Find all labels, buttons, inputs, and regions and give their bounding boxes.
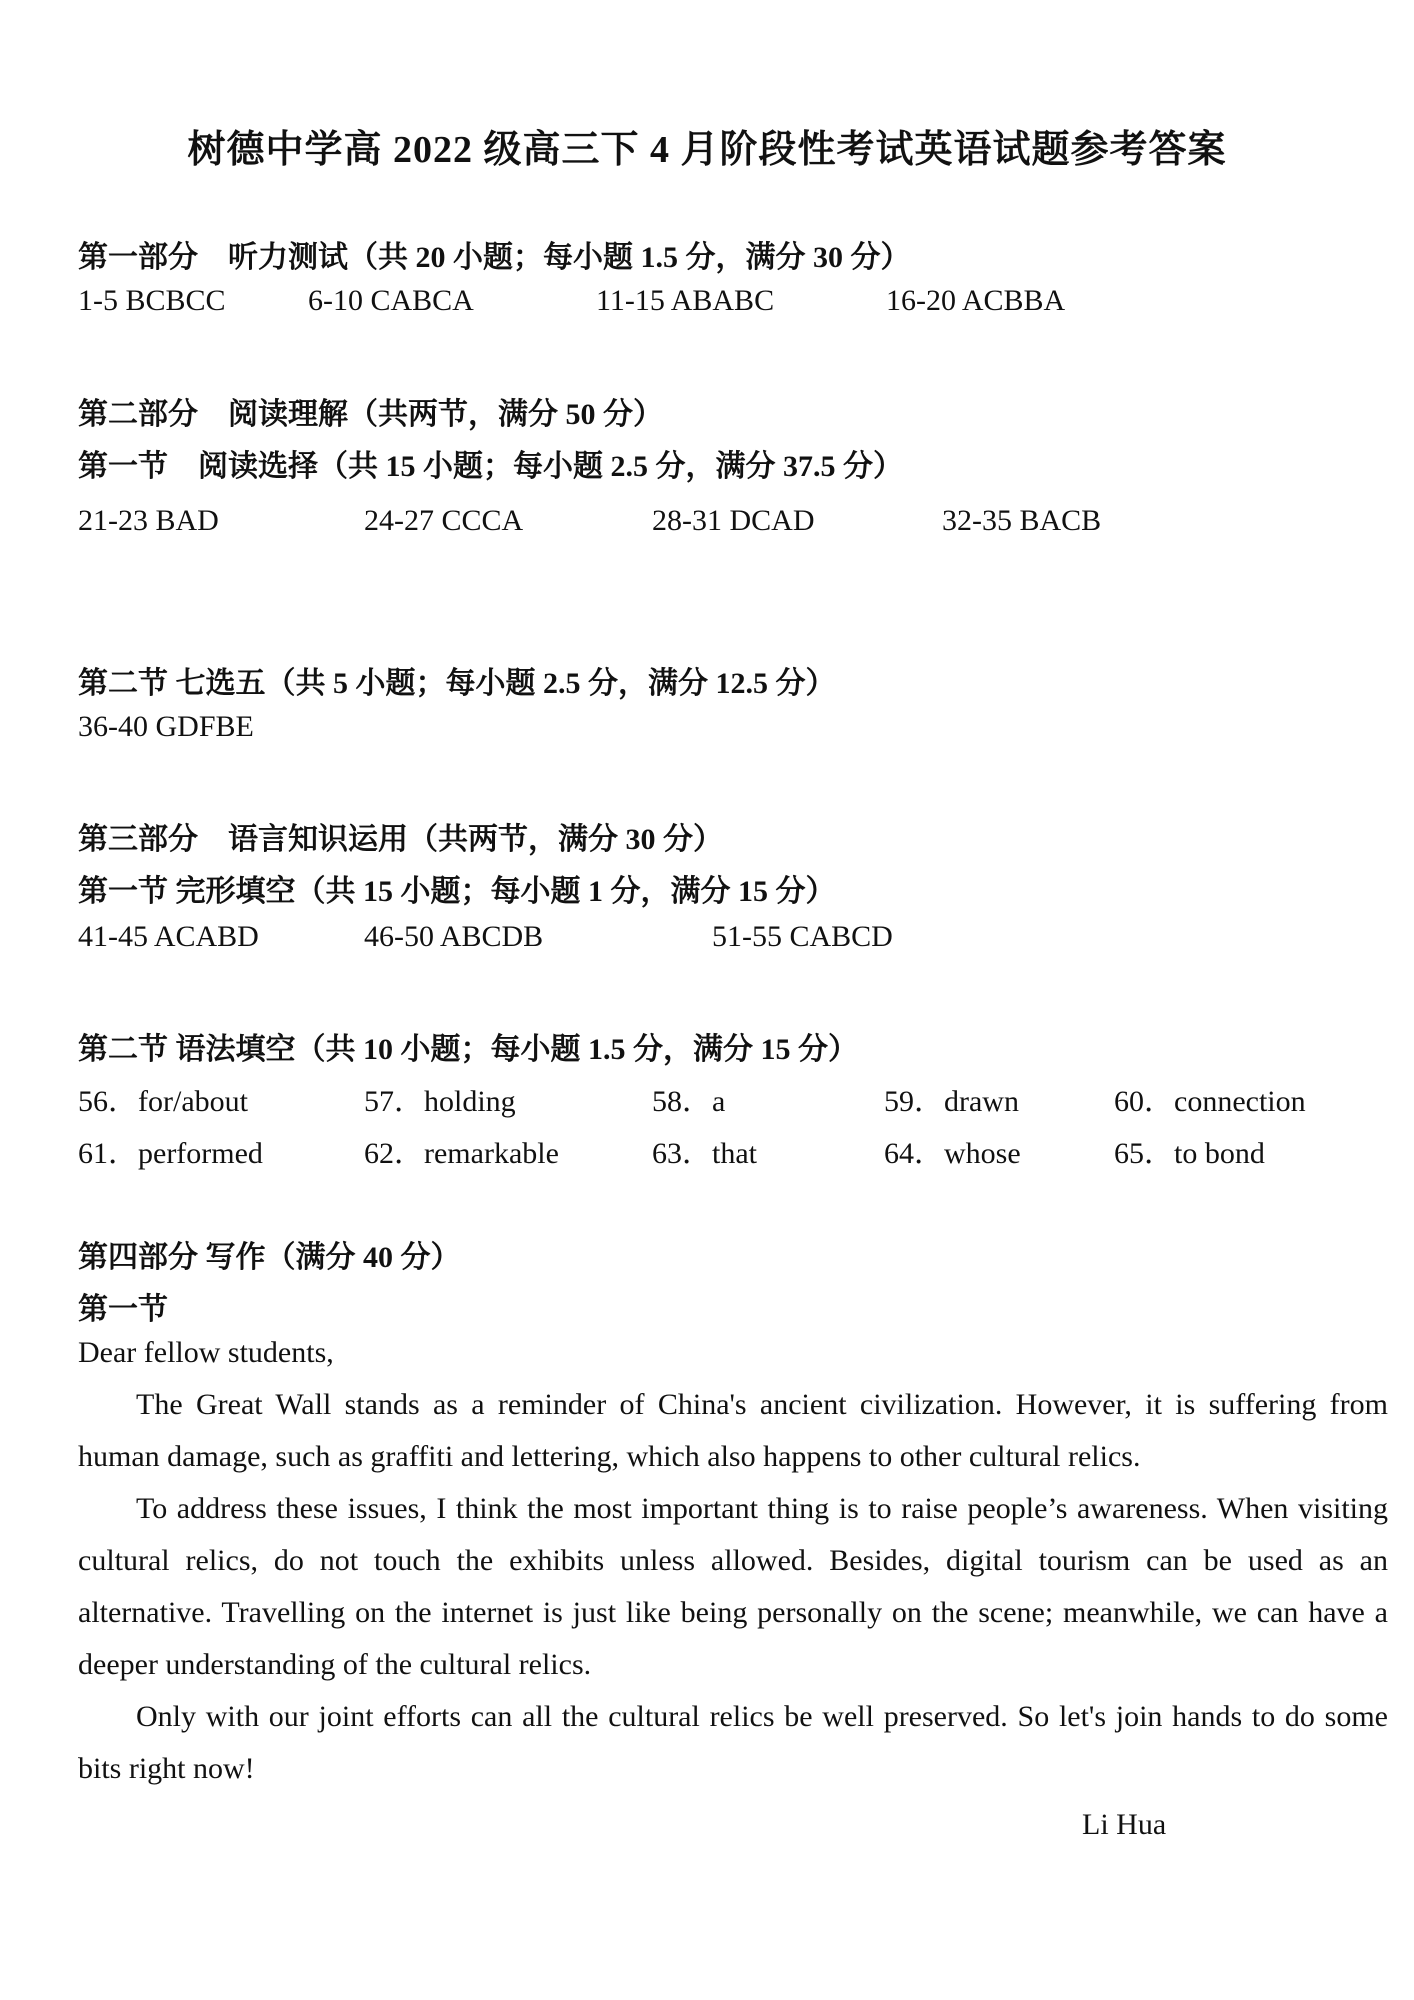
grammar-answer-63: 63．that <box>652 1137 757 1170</box>
part1-answer-1: 1-5 BCBCC <box>78 284 226 317</box>
part4-section1-heading: 第一节 <box>78 1293 168 1326</box>
part3-section2-heading: 第二节 语法填空（共 10 小题；每小题 1.5 分，满分 15 分） <box>78 1033 858 1066</box>
part2-s1-answer-2: 24-27 CCCA <box>364 504 524 537</box>
page-title: 树德中学高 2022 级高三下 4 月阶段性考试英语试题参考答案 <box>187 129 1227 171</box>
letter-greeting: Dear fellow students, <box>78 1336 334 1369</box>
grammar-answer-58: 58．a <box>652 1085 726 1118</box>
part3-heading: 第三部分 语言知识运用（共两节，满分 30 分） <box>78 823 723 856</box>
letter-paragraph-1: The Great Wall stands as a reminder of China's ancient civilization. However, it is suffering from human damage, such as graffiti and lettering, which also happens to other cultural relics. <box>78 1388 1388 1473</box>
letter-paragraph-3: Only with our joint efforts can all the cultural relics be well preserved. So let's join hands to do some bits right now! <box>78 1700 1388 1785</box>
part3-s1-answer-2: 46-50 ABCDB <box>364 920 544 953</box>
grammar-answer-61: 61．performed <box>78 1137 263 1170</box>
letter-signature: Li Hua <box>1082 1808 1167 1841</box>
part4-heading: 第四部分 写作（满分 40 分） <box>78 1241 461 1274</box>
part2-s1-answer-1: 21-23 BAD <box>78 504 219 537</box>
part1-heading: 第一部分 听力测试（共 20 小题；每小题 1.5 分，满分 30 分） <box>78 241 911 274</box>
part1-answer-4: 16-20 ACBBA <box>886 284 1066 317</box>
grammar-answer-64: 64．whose <box>884 1137 1021 1170</box>
grammar-answer-59: 59．drawn <box>884 1085 1019 1118</box>
grammar-answer-62: 62．remarkable <box>364 1137 559 1170</box>
grammar-answer-65: 65．to bond <box>1114 1137 1265 1170</box>
part2-section2-heading: 第二节 七选五（共 5 小题；每小题 2.5 分，满分 12.5 分） <box>78 667 836 700</box>
part2-s2-answer-1: 36-40 GDFBE <box>78 710 254 743</box>
part2-s1-answer-4: 32-35 BACB <box>942 504 1102 537</box>
part1-answer-2: 6-10 CABCA <box>308 284 474 317</box>
part3-section1-heading: 第一节 完形填空（共 15 小题；每小题 1 分，满分 15 分） <box>78 875 836 908</box>
letter-paragraph-2: To address these issues, I think the most important thing is to raise people’s awareness. When visiting cultural relics, do not touch the exhibits unless allowed. Besides, digital tourism can be used as an alternative. Travelling on the internet is just like being personally on the scene; meanwhile, we can have a deeper understanding of the cultural relics. <box>78 1492 1388 1681</box>
part2-section1-heading: 第一节 阅读选择（共 15 小题；每小题 2.5 分，满分 37.5 分） <box>78 450 903 483</box>
part3-s1-answer-1: 41-45 ACABD <box>78 920 259 953</box>
part2-heading: 第二部分 阅读理解（共两节，满分 50 分） <box>78 398 663 431</box>
grammar-answer-60: 60．connection <box>1114 1085 1306 1118</box>
grammar-answer-57: 57．holding <box>364 1085 516 1118</box>
part3-s1-answer-3: 51-55 CABCD <box>712 920 893 953</box>
part2-s1-answer-3: 28-31 DCAD <box>652 504 815 537</box>
part1-answer-3: 11-15 ABABC <box>596 284 775 317</box>
grammar-answer-56: 56．for/about <box>78 1085 248 1118</box>
